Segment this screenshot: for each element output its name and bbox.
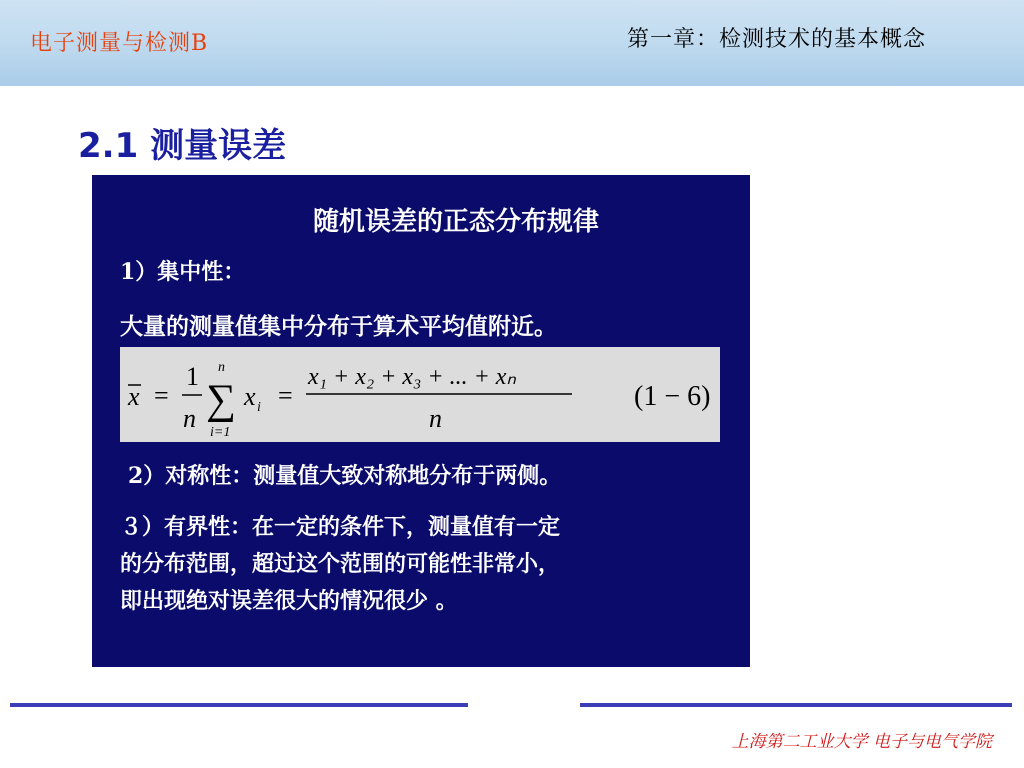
formula-rhs-num: x₁ + x₂ + x₃ + ... + xₙ xyxy=(308,364,516,390)
formula-equals-1: = xyxy=(154,381,169,410)
formula-sum-var: x xyxy=(244,382,256,411)
equation-number: (1 − 6) xyxy=(634,381,711,412)
formula-sum-bottom: i=1 xyxy=(210,425,231,440)
formula-rhs-den: n xyxy=(429,404,442,433)
formula-sum-sub: i xyxy=(257,400,261,415)
formula-lhs-x: x xyxy=(128,382,140,411)
formula-sum-symbol: ∑ xyxy=(206,377,236,423)
item1-text: 大量的测量值集中分布于算术平均值附近。 xyxy=(120,313,557,340)
header-bar xyxy=(0,0,1024,86)
footer-institution: 上海第二工业大学 电子与电气学院 xyxy=(731,732,992,752)
formula-equals-2: = xyxy=(278,381,293,410)
panel-heading: 随机误差的正态分布规律 xyxy=(312,207,599,237)
item3-line: 的分布范围，超过这个范围的可能性非常小， xyxy=(120,551,561,577)
course-title: 电子测量与检测B xyxy=(30,31,209,56)
chapter-title: 第一章：检测技术的基本概念 xyxy=(626,27,926,52)
item2-text: 2）对称性：测量值大致对称地分布于两侧。 xyxy=(128,463,562,489)
item3-line: ３）有界性：在一定的条件下，测量值有一定 xyxy=(120,514,561,540)
item3-text xyxy=(120,509,560,620)
formula-frac-den: n xyxy=(183,404,196,433)
formula-sum-top: n xyxy=(218,360,225,375)
footer-divider-right xyxy=(580,703,1012,707)
item3-line: 即出现绝对误差很大的情况很少 。 xyxy=(120,588,458,614)
formula-frac-num: 1 xyxy=(186,362,199,391)
content-panel xyxy=(92,175,750,667)
section-title: 2.1 测量误差 xyxy=(78,126,287,166)
footer-divider-left xyxy=(10,703,468,707)
item1-label: 1）集中性： xyxy=(120,259,246,285)
mean-formula xyxy=(120,347,720,442)
formula-box xyxy=(120,347,720,442)
